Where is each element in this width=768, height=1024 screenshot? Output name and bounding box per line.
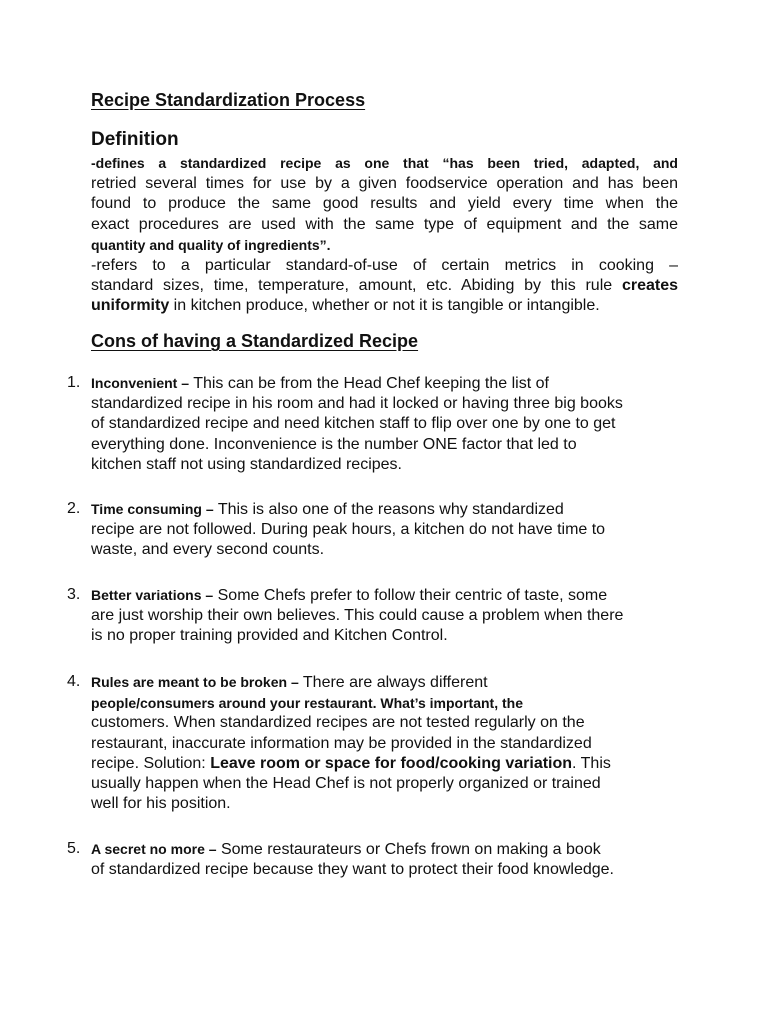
list-number: 5. <box>67 840 81 857</box>
cons-heading: Cons of having a Standardized Recipe <box>91 331 419 351</box>
definition-line: quantity and quality of ingredients”. <box>91 236 331 253</box>
definition-line: -refers to a particular standard-of-use of certain metrics in cooking – <box>91 257 678 275</box>
list-number: 4. <box>67 673 81 690</box>
list-item-text: Time consuming – This is also one of the reasons why standardized recipe are not followed. During peak hours, a kitchen do not have time to waste, and every second counts. <box>91 501 606 559</box>
item-title: A secret no more – <box>91 841 217 857</box>
list-item-text: Rules are meant to be broken – There are always different people/consumers around your restaurant. What’s important, the customers. When standardized recipes are not tested regularly on the restaurant, inaccurate information may be provided in the standardized recipe. Solution: Leave room or space for food/cooking variation. This usually happen when the Head Chef is not properly organized or trained well for his position. <box>91 674 611 813</box>
cons-list-item <box>67 585 687 647</box>
item-title: Inconvenient – <box>91 375 190 391</box>
definition-line: retried several times for use by a given foodservice operation and has been <box>91 175 678 193</box>
list-item-text: A secret no more – Some restaurateurs or Chefs frown on making a book of standardized recipe because they want to protect their food knowledge. <box>91 841 614 879</box>
cons-list-item <box>67 672 687 814</box>
cons-list-item <box>67 839 687 880</box>
definition-line: exact procedures are used with the same type of equipment and the same <box>91 215 678 233</box>
definition-line: standard sizes, time, temperature, amount, etc. Abiding by this rule creates <box>91 277 678 295</box>
definition-line: -defines a standardized recipe as one that “has been tried, adapted, and <box>91 155 678 171</box>
item-title: Time consuming – <box>91 501 214 517</box>
list-number: 1. <box>67 374 81 391</box>
definition-line: found to produce the same good results and yield every time when the <box>91 195 678 213</box>
item-title: Rules are meant to be broken – <box>91 674 299 690</box>
document-title: Recipe Standardization Process <box>91 90 366 110</box>
list-item-text: Inconvenient – This can be from the Head Chef keeping the list of standardized recipe in his room and had it locked or having three big books of standardized recipe and need kitchen staff to flip over one by one to get everything done. Inconvenience is the number ONE factor that led to kitchen staff not using standardized recipes. <box>91 375 623 473</box>
definition-body <box>91 153 678 317</box>
item-title: Better variations – <box>91 587 214 603</box>
cons-list-item <box>67 499 687 561</box>
list-number: 2. <box>67 500 81 517</box>
cons-list-item <box>67 373 687 475</box>
definition-line: uniformity in kitchen produce, whether or not it is tangible or intangible. <box>91 297 600 315</box>
definition-heading: Definition <box>91 129 179 150</box>
list-item-text: Better variations – Some Chefs prefer to follow their centric of taste, some are just worship their own believes. This could cause a problem when there is no proper training provided and Kitchen Control. <box>91 587 624 645</box>
list-number: 3. <box>67 586 81 603</box>
